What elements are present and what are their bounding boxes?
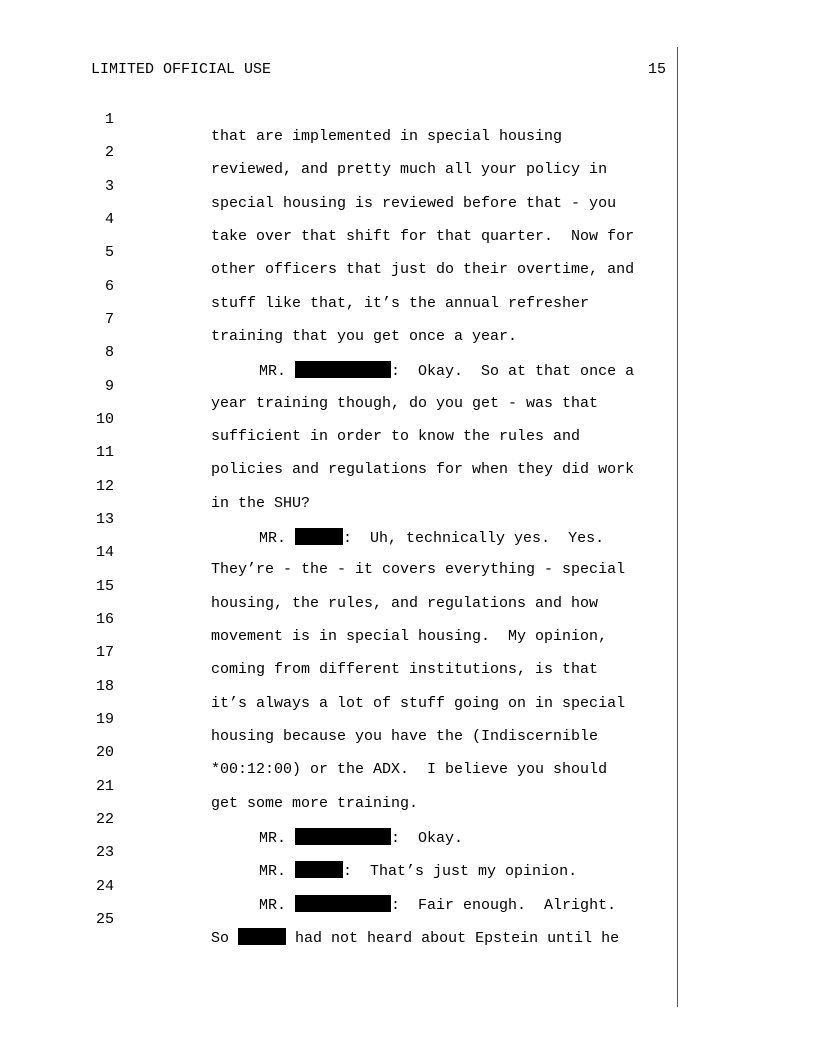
line-number: 17 xyxy=(95,644,114,661)
line-text: sufficient in order to know the rules and xyxy=(211,428,581,445)
speaker-speech: : Fair enough. Alright. xyxy=(391,897,617,914)
line-text-before: So xyxy=(211,930,230,947)
transcript-line xyxy=(0,861,676,914)
line-number: 18 xyxy=(95,678,114,695)
transcript-line xyxy=(0,94,676,145)
line-number: 25 xyxy=(95,911,114,928)
line-text: housing because you have the (Indiscernible xyxy=(211,728,599,745)
line-text xyxy=(211,928,619,947)
line-text: special housing is reviewed before that - you xyxy=(211,195,617,212)
line-text: it’s always a lot of stuff going on in special xyxy=(211,695,626,712)
transcript-line xyxy=(0,194,676,245)
line-text: policies and regulations for when they did work xyxy=(211,461,635,478)
transcript-line xyxy=(0,627,676,678)
transcript-line xyxy=(0,794,676,847)
transcript-line xyxy=(0,127,676,178)
line-number: 6 xyxy=(104,278,114,295)
speaker-speech: : Okay. So at that once a xyxy=(391,363,635,380)
speaker-speech: : Okay. xyxy=(391,830,464,847)
line-number: 19 xyxy=(95,711,114,728)
line-number: 11 xyxy=(95,444,114,461)
line-number: 20 xyxy=(95,744,114,761)
line-text: coming from different institutions, is that xyxy=(211,661,599,678)
transcript-line xyxy=(0,394,676,445)
line-number: 8 xyxy=(104,344,114,361)
transcript-line xyxy=(0,427,676,478)
line-number: 2 xyxy=(104,144,114,161)
speaker-title: MR. xyxy=(259,830,287,847)
speaker-title: MR. xyxy=(259,530,287,547)
transcript-line xyxy=(0,561,676,612)
speaker-title: MR. xyxy=(259,863,287,880)
line-text: get some more training. xyxy=(211,795,419,812)
transcript-line xyxy=(0,894,676,947)
line-number: 10 xyxy=(95,411,114,428)
line-number: 7 xyxy=(104,311,114,328)
line-number: 22 xyxy=(95,811,114,828)
transcript-line xyxy=(0,227,676,278)
transcript-line xyxy=(0,827,676,880)
line-text: movement is in special housing. My opinion, xyxy=(211,628,608,645)
transcript-line xyxy=(0,294,676,345)
transcript-line xyxy=(0,694,676,745)
line-text: *00:12:00) or the ADX. I believe you should xyxy=(211,761,608,778)
line-text: stuff like that, it’s the annual refresher xyxy=(211,295,590,312)
transcript-line xyxy=(0,261,676,312)
margin-rule xyxy=(677,47,678,1007)
line-text-after: had not heard about Epstein until he xyxy=(295,930,620,947)
line-number: 24 xyxy=(95,878,114,895)
transcript-line xyxy=(0,461,676,512)
line-number: 14 xyxy=(95,544,114,561)
line-text: reviewed, and pretty much all your policy in xyxy=(211,161,608,178)
redaction-block xyxy=(238,928,286,945)
transcript-line xyxy=(0,161,676,212)
transcript-line xyxy=(0,661,676,712)
line-number: 12 xyxy=(95,478,114,495)
transcript-line xyxy=(0,594,676,645)
line-number: 13 xyxy=(95,511,114,528)
line-text: year training though, do you get - was that xyxy=(211,395,599,412)
line-text: housing, the rules, and regulations and how xyxy=(211,595,599,612)
line-number: 15 xyxy=(95,578,114,595)
transcript-line xyxy=(0,327,676,380)
header-classification: LIMITED OFFICIAL USE xyxy=(91,61,272,78)
line-number: 3 xyxy=(104,178,114,195)
line-text: They’re - the - it covers everything - special xyxy=(211,561,626,578)
transcript-line xyxy=(0,761,676,812)
page-number: 15 xyxy=(648,61,667,78)
transcript-line xyxy=(0,727,676,778)
line-text: take over that shift for that quarter. Now for xyxy=(211,228,635,245)
line-number: 21 xyxy=(95,778,114,795)
line-number: 23 xyxy=(95,844,114,861)
line-text: in the SHU? xyxy=(211,495,311,512)
transcript-line xyxy=(0,361,676,412)
line-text: training that you get once a year. xyxy=(211,328,518,345)
speaker-speech: : Uh, technically yes. Yes. xyxy=(343,530,605,547)
speaker-title: MR. xyxy=(259,363,287,380)
line-number: 5 xyxy=(104,244,114,261)
speaker-speech: : That’s just my opinion. xyxy=(343,863,578,880)
line-text: that are implemented in special housing xyxy=(211,128,563,145)
transcript-line xyxy=(0,494,676,547)
line-text: other officers that just do their overtime, and xyxy=(211,261,635,278)
line-number: 9 xyxy=(104,378,114,395)
line-number: 16 xyxy=(95,611,114,628)
line-number: 4 xyxy=(104,211,114,228)
transcript-line xyxy=(0,527,676,578)
speaker-title: MR. xyxy=(259,897,287,914)
line-number: 1 xyxy=(104,111,114,128)
